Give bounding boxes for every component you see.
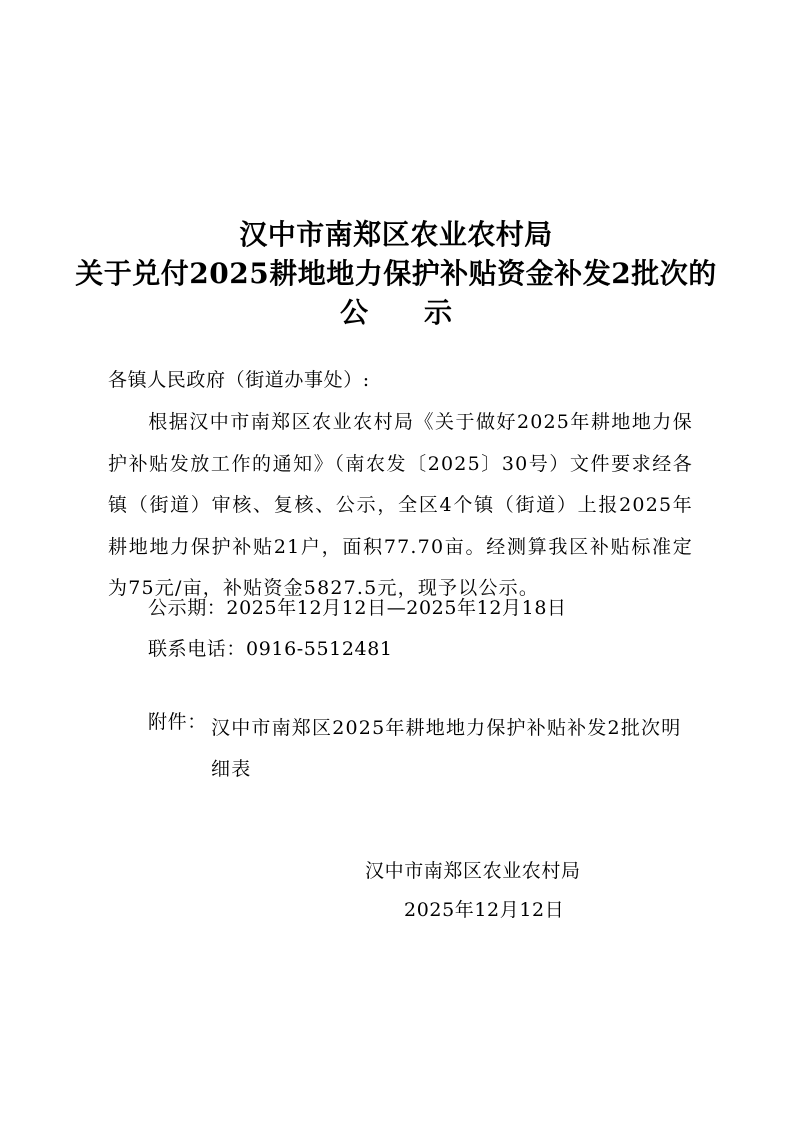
body-paragraph <box>108 402 693 610</box>
notice-period: 公示期：2025年12月12日—2025年12月18日 <box>148 597 567 619</box>
title-line-1: 汉中市南郑区农业农村局 <box>239 218 553 251</box>
title-char-shi: 示 <box>424 296 453 329</box>
attachment-link[interactable]: 汉中市南郑区2025年耕地地力保护补贴补发2批次明细表 <box>211 717 682 780</box>
contact-phone: 联系电话：0916-5512481 <box>148 638 393 660</box>
title-line-3 <box>0 295 792 331</box>
body-paragraph-text: 根据汉中市南郑区农业农村局《关于做好2025年耕地地力保护补贴发放工作的通知》（南农发〔2025〕30号）文件要求经各镇（街道）审核、复核、公示，全区4个镇（街道）上报2025年耕地地力保护补贴21户，面积77.70亩。经测算我区补贴标准定为75元/亩，补贴资金5827.5元，现予以公示。 <box>108 411 693 599</box>
signature-organization: 汉中市南郑区农业农村局 <box>365 860 581 882</box>
title-char-gong: 公 <box>339 296 368 329</box>
title-line-2: 关于兑付2025耕地地力保护补贴资金补发2批次的 <box>75 257 717 290</box>
greeting: 各镇人民政府（街道办事处）: <box>108 369 370 391</box>
attachment-label: 附件： <box>148 711 207 733</box>
signature-date: 2025年12月12日 <box>404 899 565 921</box>
